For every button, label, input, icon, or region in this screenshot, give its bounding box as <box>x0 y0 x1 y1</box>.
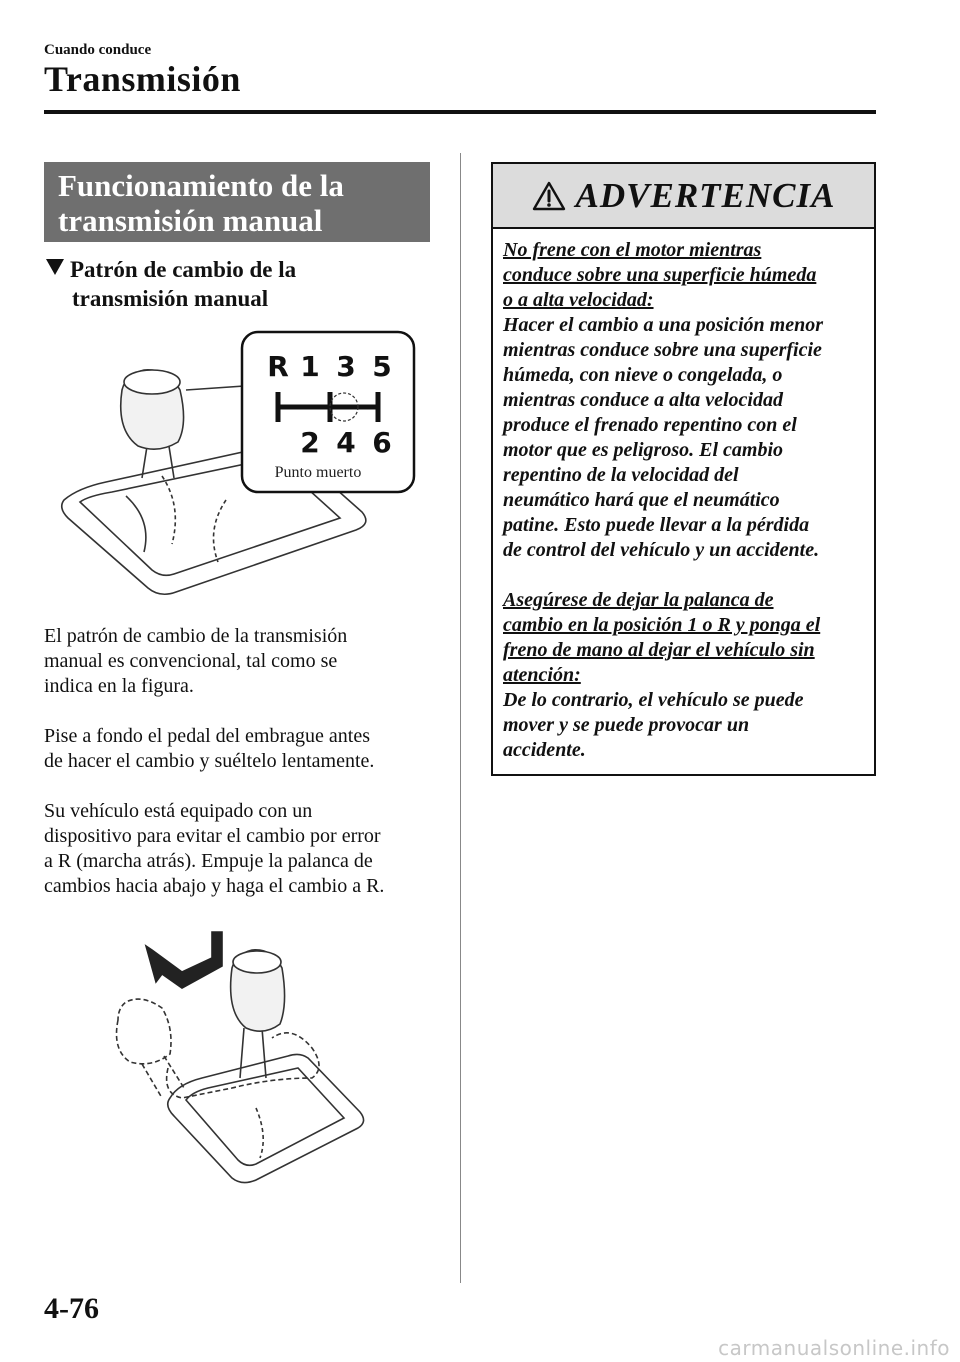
warning-text-line: de control del vehículo y un accidente. <box>503 539 820 561</box>
warning-text-line: mientras conduce a alta velocidad <box>503 389 783 411</box>
paragraph-line: a R (marcha atrás). Empuje la palanca de <box>44 850 373 872</box>
paragraph-clutch <box>44 724 444 774</box>
warning-heading-line: atención: <box>503 664 581 686</box>
section-title: Transmisión <box>44 59 241 99</box>
triangle-bullet-icon <box>46 259 64 275</box>
warning-heading-line: Asegúrese de dejar la palanca de <box>503 589 774 611</box>
shift-knob-top <box>233 951 281 973</box>
page-number: 4-76 <box>44 1292 99 1325</box>
warning-box <box>491 162 876 776</box>
neutral-callout-label: Punto muerto <box>274 464 362 481</box>
warning-triangle-icon <box>532 180 566 212</box>
warning-text-line: motor que es peligroso. El cambio <box>503 439 783 461</box>
paragraph-line: Su vehículo está equipado con un <box>44 800 313 822</box>
header-rule <box>44 110 876 114</box>
topic-title-line2: transmisión manual <box>58 203 323 238</box>
callout-line <box>186 366 248 390</box>
warning-text-line: mientras conduce sobre una superficie <box>503 339 822 361</box>
subheading <box>46 255 446 313</box>
warning-heading-line: freno de mano al dejar el vehículo sin <box>503 639 815 661</box>
warning-heading-line: No frene con el motor mientras <box>503 239 762 261</box>
warning-heading-line: conduce sobre una superficie húmeda <box>503 264 817 286</box>
gear-label-1: 1 <box>300 350 320 383</box>
boot-inner-frame <box>186 1068 344 1165</box>
warning-title: ADVERTENCIA <box>575 175 836 215</box>
paragraph-reverse-lockout <box>44 799 444 899</box>
warning-text-line: repentino de la velocidad del <box>503 464 739 486</box>
gear-label-6: 6 <box>372 426 392 459</box>
warning-text-line: húmeda, con nieve o congelada, o <box>503 364 783 386</box>
paragraph-line: El patrón de cambio de la transmisión <box>44 625 348 647</box>
boot-fold <box>256 1108 263 1158</box>
topic-title-line1: Funcionamiento de la <box>58 168 344 203</box>
column-divider <box>460 153 461 1283</box>
watermark: carmanualsonline.info <box>718 1336 950 1360</box>
boot-fold-mid <box>162 476 175 544</box>
gear-label-3: 3 <box>336 350 356 383</box>
shift-pattern-figure <box>56 330 418 602</box>
warning-text-line: Hacer el cambio a una posición menor <box>503 314 823 336</box>
warning-text-line: neumático hará que el neumático <box>503 489 780 511</box>
topic-title-box <box>44 162 430 242</box>
paragraph-shift-pattern <box>44 624 444 699</box>
boot-fold-left <box>126 496 146 552</box>
subheading-line1: Patrón de cambio de la <box>70 257 297 282</box>
paragraph-line: manual es convencional, tal como se <box>44 650 338 672</box>
warning-text-line: De lo contrario, el vehículo se puede <box>503 689 804 711</box>
warning-text-line: mover y se puede provocar un <box>503 714 750 736</box>
paragraph-line: cambios hacia abajo y haga el cambio a R. <box>44 875 385 897</box>
ghost-lever-knob <box>117 999 172 1064</box>
gear-label-R: R <box>267 350 289 383</box>
ghost-lever-shaft <box>142 1056 184 1098</box>
paragraph-line: dispositivo para evitar el cambio por error <box>44 825 381 847</box>
gear-label-5: 5 <box>372 350 392 383</box>
warning-text-line: patine. Esto puede llevar a la pérdida <box>503 514 810 536</box>
paragraph-line: indica en la figura. <box>44 675 194 697</box>
paragraph-line: Pise a fondo el pedal del embrague antes <box>44 725 370 747</box>
boot-fold-right <box>214 500 227 562</box>
shift-lever-shaft <box>240 1028 266 1078</box>
warning-heading-line: cambio en la posición 1 o R y ponga el <box>503 614 821 636</box>
reverse-shift-figure <box>112 928 370 1186</box>
paragraph-gap <box>503 563 866 588</box>
warning-heading-line: o a alta velocidad: <box>503 289 654 311</box>
push-down-arrow-icon <box>146 932 222 988</box>
chapter-label: Cuando conduce <box>44 42 152 58</box>
warning-text-line: accidente. <box>503 739 586 761</box>
warning-body <box>493 229 874 763</box>
subheading-line2: transmisión manual <box>72 286 269 311</box>
gear-label-2: 2 <box>300 426 320 459</box>
warning-header <box>493 164 874 229</box>
warning-text-line: produce el frenado repentino con el <box>503 414 797 436</box>
paragraph-line: de hacer el cambio y suéltelo lentamente. <box>44 750 375 772</box>
shift-knob-top <box>124 370 180 394</box>
gear-label-4: 4 <box>336 426 356 459</box>
